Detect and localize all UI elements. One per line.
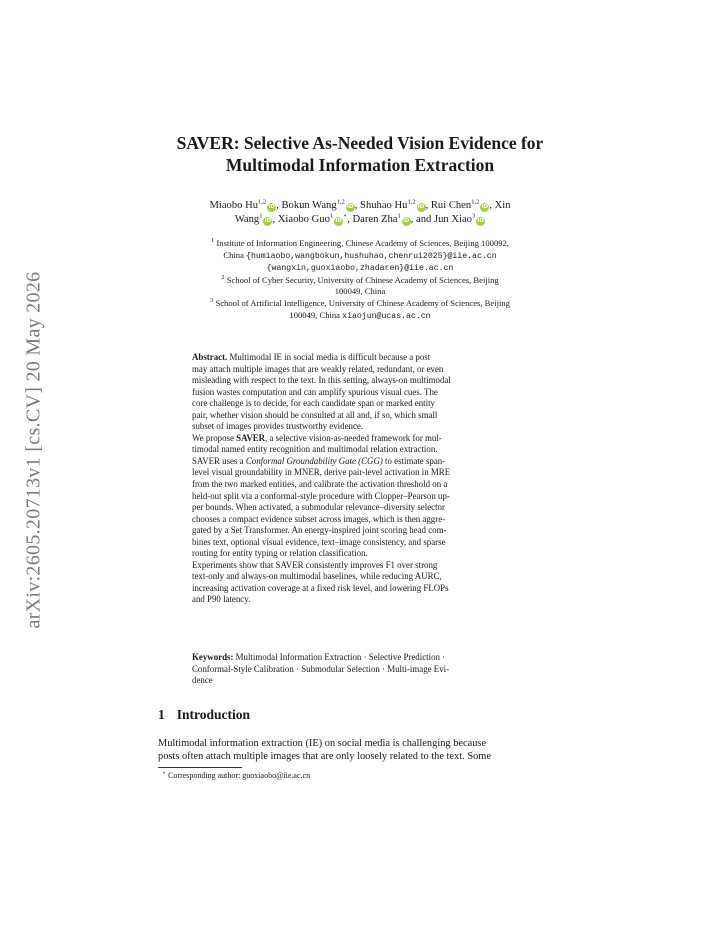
- author-affil-sup: 1: [259, 212, 263, 220]
- affiliation-text: Institute of Information Engineering, Chinese Academy of Sciences, Beijing 100092,: [216, 238, 509, 248]
- abstract-line: core challenge is to decide, for each candidate span or marked entity: [192, 398, 435, 409]
- author-affil-sup: 1,2: [336, 198, 345, 206]
- method-name: SAVER: [236, 432, 266, 443]
- corresponding-mark: ⋆: [343, 212, 348, 220]
- affiliation-1-line-2: [152, 250, 568, 263]
- author-name: Xin: [494, 200, 511, 211]
- method-component: Conformal Groundability Gate (CGG): [245, 455, 383, 466]
- orcid-icon[interactable]: iD: [268, 204, 275, 210]
- author-name: Shuhao Hu: [360, 200, 408, 211]
- abstract-line: level visual groundability in MNER, derive pair-level activation in MRE: [192, 467, 451, 478]
- affiliation-2-line-2: 100049, China: [334, 286, 386, 297]
- keywords-label: Keywords:: [192, 652, 234, 662]
- abstract: [192, 352, 532, 606]
- abstract-line: routing for entity typing or relation classification.: [192, 548, 368, 559]
- author-name: Wang: [234, 214, 260, 225]
- affiliation-1-line-1: [152, 238, 568, 250]
- author-name: Miaobo Hu: [209, 200, 259, 211]
- author-name: Xiaobo Guo: [277, 214, 330, 225]
- footnote-mark: ⋆: [162, 769, 167, 777]
- author-affil-sup: 1: [397, 212, 401, 220]
- orcid-icon[interactable]: iD: [264, 218, 272, 224]
- orcid-icon[interactable]: iD: [403, 218, 410, 224]
- paper-title: [140, 132, 580, 176]
- intro-paragraph: [158, 737, 566, 764]
- title-line-2: Multimodal Information Extraction: [225, 155, 495, 175]
- affiliation-2-line-1: [152, 275, 568, 287]
- author-list: [150, 199, 570, 227]
- abstract-text: SAVER uses a: [192, 455, 244, 466]
- footnote-text: Corresponding author: guoxiaobo@iie.ac.cn: [168, 771, 311, 780]
- keywords: [192, 652, 532, 687]
- orcid-icon[interactable]: iD: [477, 218, 484, 224]
- author-name: and Jun Xiao: [416, 214, 472, 225]
- footnote-rule: [158, 767, 242, 768]
- abstract-line: misleading with respect to the text. In this setting, always-on multimodal: [192, 375, 451, 386]
- body-line: Multimodal information extraction (IE) on social media is challenging because: [158, 738, 487, 749]
- keywords-line: Conformal-Style Calibration · Submodular Selection · Multi-image Evi-: [192, 663, 450, 674]
- abstract-line: gated by a Set Transformer. An energy-inspired joint scoring head com-: [192, 525, 447, 536]
- orcid-icon[interactable]: iD: [481, 204, 489, 210]
- abstract-line: [192, 456, 532, 468]
- author-name: Rui Chen: [430, 200, 472, 211]
- abstract-text: We propose: [192, 432, 234, 443]
- abstract-line: [192, 352, 532, 364]
- footnote: [162, 771, 310, 780]
- affiliations: [152, 238, 568, 322]
- author-line-1: Miaobo Hu$^{1,2}$iD, Bokun Wang$^{1,2}$iD, Shuhao Hu$^{1,2}$iD, Rui Chen$^{1,2}$iD, Xin: [209, 198, 511, 211]
- abstract-line: held-out split via a conformal-style procedure with Clopper–Pearson up-: [192, 490, 450, 501]
- section-number: 1: [158, 707, 165, 722]
- author-affil-sup: 3: [471, 212, 476, 220]
- abstract-line: fusion wastes computation and can amplify spurious visual cues. The: [192, 386, 438, 397]
- arxiv-identifier: [23, 255, 45, 645]
- affil-number: 3: [210, 297, 214, 305]
- abstract-line: increasing activation coverage at a fixed risk level, and lowering FLOPs: [192, 582, 449, 593]
- affiliation-text: School of Cyber Security, University of Chinese Academy of Sciences, Beijing: [226, 274, 499, 285]
- abstract-line: Experiments show that SAVER consistently improves F1 over strong: [192, 559, 438, 570]
- abstract-text: Multimodal IE in social media is difficult because a post: [229, 352, 431, 362]
- abstract-line: pair, whether vision should be consulted at all and, if so, which small: [192, 409, 438, 420]
- affil-number: 1: [210, 237, 215, 245]
- section-heading: [158, 707, 250, 723]
- abstract-line: text-only and always-on multimodal baselines, while reducing AURC,: [192, 571, 442, 582]
- title-line-1: SAVER: Selective As-Needed Vision Evidence for: [176, 133, 544, 153]
- body-line: posts often attach multiple images that are only loosely related to the text. Some: [158, 751, 491, 763]
- author-name: Daren Zha: [352, 214, 398, 225]
- orcid-icon[interactable]: iD: [347, 204, 354, 210]
- abstract-line: from the two marked entities, and calibrate the activation threshold on a: [192, 479, 448, 490]
- affiliation-text: China: [223, 249, 244, 260]
- abstract-line: subset of images provides trustworthy evidence.: [192, 421, 364, 432]
- author-affil-sup: 1: [329, 212, 334, 220]
- orcid-icon[interactable]: iD: [417, 204, 425, 210]
- abstract-label: Abstract.: [192, 352, 228, 362]
- abstract-text: to estimate span-: [385, 455, 446, 466]
- abstract-line: per bounds. When activated, a submodular relevance–diversity selector: [192, 502, 445, 513]
- affil-number: 2: [221, 273, 225, 281]
- abstract-line: may attach multiple images that are weakly related, redundant, or even: [192, 363, 444, 374]
- affiliation-text: 100049, China: [289, 309, 340, 320]
- abstract-line: chooses a compact evidence subset across images, which is then aggre-: [192, 513, 446, 524]
- affiliation-1-line-3: [152, 262, 568, 275]
- email-link[interactable]: xiaojun@ucas.ac.cn: [342, 311, 431, 321]
- section-title: Introduction: [176, 707, 251, 722]
- abstract-line: timodal named entity recognition and multimodal relation extraction.: [192, 444, 438, 455]
- abstract-line: and P90 latency.: [192, 594, 251, 605]
- author-affil-sup: 1,2: [407, 198, 416, 206]
- abstract-line: [192, 433, 532, 445]
- author-affil-sup: 1,2: [258, 198, 267, 206]
- orcid-icon[interactable]: iD: [335, 218, 342, 224]
- affiliation-text: School of Artificial Intelligence, University of Chinese Academy of Sciences, Beijing: [215, 297, 510, 308]
- abstract-line: bines text, optional visual evidence, text–image consistency, and sparse: [192, 536, 446, 547]
- author-name: Bokun Wang: [281, 200, 337, 211]
- email-link[interactable]: {humiaobo,wangbokun,hushuhao,chenrui2025}@iie.ac.cn: [246, 251, 497, 261]
- email-link[interactable]: {wangxin,guoxiaobo,zhadaren}@iie.ac.cn: [266, 264, 454, 274]
- author-line-2: Wang$^1$iD, Xiaobo Guo$^1$iD⋆, Daren Zha$^1$iD, and Jun Xiao$^3$iD: [234, 212, 484, 225]
- affiliation-3-line-2: [152, 310, 568, 323]
- keywords-text: Multimodal Information Extraction · Selective Prediction ·: [235, 652, 446, 662]
- affiliation-3-line-1: [152, 298, 568, 310]
- arxiv-identifier-text: arXiv:2605.20713v1 [cs.CV] 20 May 2026: [22, 271, 45, 629]
- abstract-text: , a selective vision-as-needed framework for mul-: [265, 432, 442, 443]
- keywords-line: dence: [192, 675, 213, 686]
- author-affil-sup: 1,2: [471, 198, 480, 206]
- keywords-line: [192, 652, 532, 664]
